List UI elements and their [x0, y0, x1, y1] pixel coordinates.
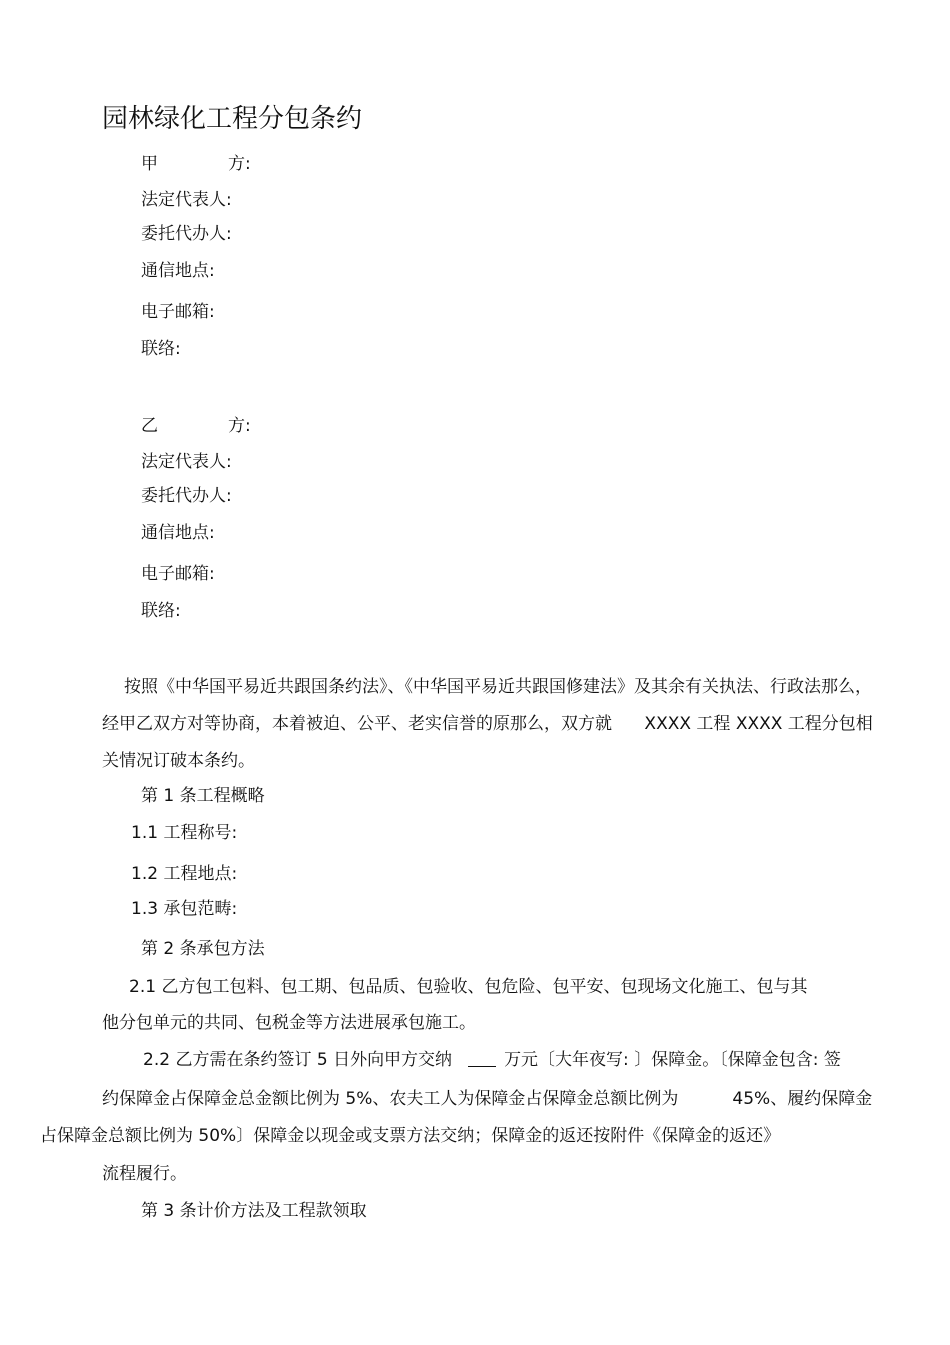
party-a-legal-rep: 法定代表人:	[141, 190, 232, 210]
article-2-heading: 第 2 条承包方法	[141, 939, 265, 959]
article-1-item-2: 1.2 工程地点:	[131, 864, 238, 884]
party-b-address: 通信地点:	[141, 523, 215, 543]
article-2-item-1-line-1: 2.1 乙方包工包料、包工期、包品质、包验收、包危险、包平安、包现场文化施工、包与其	[129, 977, 808, 997]
party-a-contact: 联络:	[141, 339, 181, 359]
party-a-email: 电子邮箱:	[141, 302, 215, 322]
article-2-item-2-text-a: 2.2 乙方需在条约签订 5 日外向甲方交纳	[143, 1050, 453, 1070]
article-1-item-1: 1.1 工程称号:	[131, 823, 238, 843]
article-2-item-2-text-b: 万元〔大年夜写: 〕保障金。〔保障金包含: 签	[504, 1050, 841, 1070]
document-title: 园林绿化工程分包条约	[102, 104, 363, 134]
party-b-email: 电子邮箱:	[141, 564, 215, 584]
party-b-agent: 委托代办人:	[141, 486, 232, 506]
preamble-line-1: 按照《中华国平易近共跟国条约法》、《中华国平易近共跟国修建法》及其余有关执法、行政法那么，	[124, 677, 872, 697]
amount-blank	[468, 1054, 496, 1067]
article-3-heading: 第 3 条计价方法及工程款领取	[141, 1201, 367, 1221]
party-b-contact: 联络:	[141, 601, 181, 621]
party-a-label-second: 方:	[228, 154, 251, 174]
article-1-item-3: 1.3 承包范畴:	[131, 899, 238, 919]
party-b-label-second: 方:	[228, 416, 251, 436]
preamble-line-2: 经甲乙双方对等协商，本着被迫、公平、老实信誉的原那么，双方就 XXXX 工程 XXXX 工程分包相	[102, 714, 873, 734]
party-b-legal-rep: 法定代表人:	[141, 452, 232, 472]
article-2-item-2-line-1	[143, 1049, 841, 1071]
party-b-label	[141, 415, 251, 437]
party-a-label-first: 甲	[141, 154, 158, 174]
party-a-address: 通信地点:	[141, 261, 215, 281]
party-a-label	[141, 153, 251, 175]
article-2-item-1-line-2: 他分包单元的共同、包税金等方法进展承包施工。	[102, 1013, 476, 1033]
party-b-label-first: 乙	[141, 416, 158, 436]
preamble-line-3: 关情况订破本条约。	[102, 751, 255, 771]
article-2-item-2-line-3: 占保障金总额比例为 50%〕保障金以现金或支票方法交纳；保障金的返还按附件《保障金的返还》	[40, 1126, 781, 1146]
article-1-heading: 第 1 条工程概略	[141, 786, 265, 806]
party-a-agent: 委托代办人:	[141, 224, 232, 244]
article-2-item-2-line-2: 约保障金占保障金总金额比例为 5%、农夫工人为保障金占保障金总额比例为 45%、履约保障金	[102, 1089, 873, 1109]
article-2-item-2-line-4: 流程履行。	[102, 1164, 187, 1184]
